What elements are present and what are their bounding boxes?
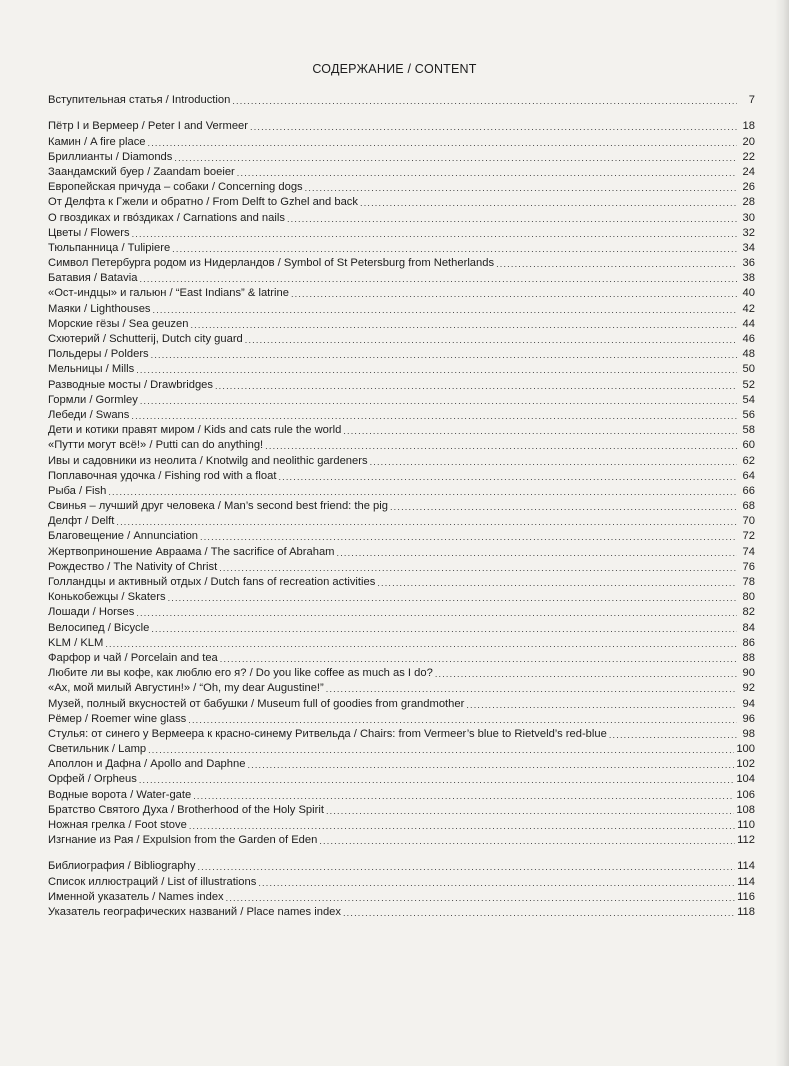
toc-entry-label: Гормли / Gormley — [48, 393, 138, 406]
toc-entry-row — [48, 285, 755, 300]
toc-page-number: 76 — [742, 560, 755, 573]
toc-entry-row — [48, 209, 755, 224]
toc-page-number: 56 — [742, 408, 755, 421]
dot-leader — [250, 122, 737, 133]
toc-entry-row — [48, 817, 755, 832]
dot-leader — [174, 153, 737, 164]
dot-leader — [136, 608, 737, 619]
toc-entry-row — [48, 726, 755, 741]
toc-entry-label: Свинья – лучший друг человека / Man’s second best friend: the pig — [48, 500, 388, 513]
table-of-contents — [48, 92, 755, 919]
dot-leader — [343, 426, 737, 437]
toc-entry-label: Благовещение / Annunciation — [48, 530, 199, 543]
dot-leader — [370, 457, 737, 468]
toc-entry-label: Фарфор и чай / Porcelain and tea — [48, 651, 218, 664]
dot-leader — [496, 259, 737, 270]
toc-entry-row — [48, 468, 755, 483]
toc-entry-label: Конькобежцы / Skaters — [48, 591, 166, 604]
dot-leader — [377, 578, 737, 589]
dot-leader — [189, 821, 735, 832]
toc-entry-row — [48, 858, 755, 873]
page-edge-shadow — [775, 0, 789, 1066]
toc-entry-row — [48, 619, 755, 634]
toc-entry-label: Стулья: от синего у Вермеера к красно-синему Ритвельда / Chairs: from Vermeer’s blue to Rietveld’s red-blue — [48, 727, 607, 740]
toc-page-number: 22 — [742, 150, 755, 163]
toc-page-number: 54 — [742, 393, 755, 406]
dot-leader — [190, 320, 737, 331]
dot-leader — [153, 305, 737, 316]
dot-leader — [219, 563, 737, 574]
toc-page-number: 108 — [736, 803, 755, 816]
toc-page-number: 112 — [737, 834, 755, 847]
dot-leader — [200, 532, 737, 543]
toc-entry-row — [48, 756, 755, 771]
dot-leader — [466, 700, 737, 711]
toc-page-number: 7 — [748, 94, 755, 107]
toc-page-number: 46 — [742, 333, 755, 345]
dot-leader — [226, 893, 736, 904]
toc-page-number: 62 — [742, 454, 755, 467]
toc-page-number: 86 — [742, 636, 755, 649]
toc-page-number: 88 — [742, 651, 755, 664]
toc-page-number: 60 — [742, 439, 755, 452]
toc-page-number: 74 — [742, 545, 755, 558]
dot-leader — [390, 502, 737, 513]
toc-entry-label: Дети и котики правят миром / Kids and cats rule the world — [48, 424, 342, 437]
toc-entry-label: Маяки / Lighthouses — [48, 302, 151, 315]
toc-page-number: 114 — [737, 875, 755, 888]
toc-entry-label: Рождество / The Nativity of Christ — [48, 560, 218, 573]
toc-entry-label: О гвоздиках и гво́здиках / Carnations and nails — [48, 211, 285, 224]
toc-entry-label: Морские гёзы / Sea geuzen — [48, 317, 189, 330]
toc-entry-row — [48, 452, 755, 467]
toc-entry-label: Ивы и садовники из неолита / Knotwilg and neolithic gardeners — [48, 454, 368, 467]
dot-leader — [148, 745, 734, 756]
toc-page-number: 70 — [742, 515, 755, 528]
toc-entry-label: Голландцы и активный отдых / Dutch fans of recreation activities — [48, 576, 376, 588]
dot-leader — [132, 229, 737, 240]
toc-entry-label: Жертвоприношение Авраама / The sacrifice of Abraham — [48, 545, 335, 558]
dot-leader — [108, 487, 737, 498]
dot-leader — [193, 791, 734, 802]
toc-entry-row — [48, 589, 755, 604]
toc-entry-label: Именной указатель / Names index — [48, 890, 224, 903]
dot-leader — [172, 244, 737, 255]
dot-leader — [609, 730, 737, 741]
toc-entry-label: Заандамский буер / Zaandam boeier — [48, 165, 235, 178]
dot-leader — [287, 214, 737, 225]
dot-leader — [305, 183, 737, 194]
toc-page-number: 100 — [736, 743, 755, 756]
toc-entry-label: Изгнание из Рая / Expulsion from the Garden of Eden — [48, 834, 318, 847]
toc-entry-row — [48, 316, 755, 331]
toc-page-number: 116 — [737, 890, 755, 903]
toc-page-number: 34 — [742, 241, 755, 254]
dot-leader — [247, 760, 734, 771]
toc-entry-row — [48, 133, 755, 148]
toc-entry-row — [48, 771, 755, 786]
dot-leader — [319, 836, 735, 847]
toc-page-number: 66 — [742, 484, 755, 497]
toc-page-number: 80 — [742, 591, 755, 604]
toc-entry-row — [48, 361, 755, 376]
toc-entry-label: «Ах, мой милый Августин!» / “Oh, my dear Augustine!” — [48, 682, 324, 695]
toc-entry-label: «Ост-индцы» и гальюн / “East Indians” & latrine — [48, 287, 289, 300]
toc-entry-label: Схютерий / Schutterij, Dutch city guard — [48, 333, 243, 345]
toc-entry-row — [48, 179, 755, 194]
toc-entry-label: Светильник / Lamp — [48, 743, 147, 756]
toc-page-number: 58 — [742, 424, 755, 437]
toc-page-number: 114 — [737, 860, 755, 873]
toc-entry-row — [48, 635, 755, 650]
dot-leader — [139, 274, 737, 285]
toc-page-number: 106 — [736, 788, 755, 801]
toc-entry-label: Список иллюстраций / List of illustrations — [48, 875, 257, 888]
toc-page-number: 42 — [742, 302, 755, 315]
toc-entry-row — [48, 407, 755, 422]
toc-page-number: 94 — [742, 697, 755, 710]
toc-page-number: 48 — [742, 348, 755, 361]
toc-entry-row — [48, 92, 755, 107]
toc-page-number: 32 — [742, 226, 755, 239]
toc-entry-label: Камин / A fire place — [48, 135, 146, 148]
toc-entry-label: «Путти могут всё!» / Putti can do anything! — [48, 439, 264, 452]
toc-page-number: 64 — [742, 469, 755, 482]
dot-leader — [139, 775, 734, 786]
dot-leader — [237, 168, 737, 179]
toc-page-number: 102 — [736, 758, 755, 771]
toc-entry-label: KLM / KLM — [48, 636, 104, 649]
toc-page-number: 104 — [736, 773, 755, 786]
dot-leader — [188, 715, 737, 726]
toc-entry-row — [48, 650, 755, 665]
toc-entry-row — [48, 422, 755, 437]
toc-entry-label: Бриллианты / Diamonds — [48, 150, 173, 163]
toc-entry-row — [48, 873, 755, 888]
toc-page-number: 84 — [742, 621, 755, 634]
dot-leader — [265, 441, 737, 452]
toc-entry-label: Музей, полный вкусностей от бабушки / Museum full of goodies from grandmother — [48, 697, 465, 710]
toc-entry-row — [48, 543, 755, 558]
toc-page-number: 72 — [742, 530, 755, 543]
toc-entry-row — [48, 604, 755, 619]
toc-page-number: 92 — [742, 682, 755, 695]
dot-leader — [343, 908, 735, 919]
dot-leader — [435, 669, 737, 680]
toc-page-number: 44 — [742, 317, 755, 330]
toc-entry-label: Вступительная статья / Introduction — [48, 94, 231, 107]
dot-leader — [151, 624, 737, 635]
dot-leader — [220, 654, 737, 665]
toc-entry-row — [48, 346, 755, 361]
toc-entry-label: Водные ворота / Water-gate — [48, 788, 192, 801]
dot-leader — [148, 138, 737, 149]
toc-page-number: 20 — [742, 135, 755, 148]
toc-entry-label: Лебеди / Swans — [48, 408, 130, 421]
dot-leader — [258, 878, 735, 889]
toc-entry-row — [48, 498, 755, 513]
dot-leader — [360, 198, 737, 209]
toc-entry-label: Польдеры / Polders — [48, 348, 149, 361]
toc-entry-row — [48, 680, 755, 695]
toc-entry-row — [48, 711, 755, 726]
dot-leader — [337, 548, 738, 559]
toc-entry-label: Любите ли вы кофе, как люблю его я? / Do you like coffee as much as I do? — [48, 667, 433, 680]
toc-entry-label: Лошади / Horses — [48, 606, 135, 619]
page-title: СОДЕРЖАНИЕ / CONTENT — [312, 62, 477, 76]
toc-entry-row — [48, 665, 755, 680]
toc-entry-row — [48, 300, 755, 315]
toc-page-number: 118 — [737, 905, 755, 918]
toc-page-number: 28 — [742, 196, 755, 209]
dot-leader — [197, 862, 735, 873]
toc-page-number: 68 — [742, 500, 755, 513]
toc-page-number: 40 — [742, 287, 755, 300]
toc-page-number: 38 — [742, 272, 755, 285]
toc-entry-row — [48, 528, 755, 543]
toc-page-number: 36 — [742, 257, 755, 270]
toc-entry-label: От Делфта к Гжели и обратно / From Delft to Gzhel and back — [48, 196, 358, 209]
toc-entry-label: Делфт / Delft — [48, 515, 115, 528]
dot-leader — [326, 806, 734, 817]
toc-entry-row — [48, 149, 755, 164]
toc-page-number: 18 — [742, 120, 755, 133]
toc-entry-row — [48, 225, 755, 240]
toc-entry-row — [48, 437, 755, 452]
toc-entry-row — [48, 741, 755, 756]
dot-leader — [136, 365, 737, 376]
toc-entry-row — [48, 695, 755, 710]
toc-page-number: 78 — [742, 576, 755, 588]
toc-page-number: 52 — [742, 378, 755, 391]
dot-leader — [151, 350, 737, 361]
dot-leader — [232, 96, 737, 107]
toc-page-number: 30 — [742, 211, 755, 224]
toc-entry-label: Поплавочная удочка / Fishing rod with a float — [48, 469, 277, 482]
toc-entry-row — [48, 889, 755, 904]
dot-leader — [168, 593, 737, 604]
toc-page-number: 90 — [742, 667, 755, 680]
toc-entry-row — [48, 118, 755, 133]
toc-entry-label: Символ Петербурга родом из Нидерландов / Symbol of St Petersburg from Netherlands — [48, 257, 495, 270]
toc-entry-label: Пётр I и Вермеер / Peter I and Vermeer — [48, 120, 248, 133]
toc-entry-label: Библиография / Bibliography — [48, 860, 196, 873]
toc-entry-label: Европейская причуда – собаки / Concerning dogs — [48, 181, 303, 194]
toc-entry-label: Аполлон и Дафна / Apollo and Daphne — [48, 758, 246, 771]
toc-entry-row — [48, 832, 755, 847]
dot-leader — [116, 517, 737, 528]
toc-page-number: 24 — [742, 165, 755, 178]
toc-entry-row — [48, 513, 755, 528]
toc-entry-row — [48, 904, 755, 919]
toc-entry-label: Указатель географических названий / Place names index — [48, 905, 341, 918]
dot-leader — [245, 335, 737, 346]
toc-entry-row — [48, 786, 755, 801]
toc-entry-label: Рыба / Fish — [48, 484, 107, 497]
toc-entry-row — [48, 574, 755, 589]
toc-entry-row — [48, 164, 755, 179]
toc-entry-label: Орфей / Orpheus — [48, 773, 137, 786]
toc-entry-row — [48, 483, 755, 498]
dot-leader — [278, 472, 737, 483]
toc-page-number: 98 — [742, 727, 755, 740]
toc-entry-label: Мельницы / Mills — [48, 363, 135, 376]
toc-entry-label: Разводные мосты / Drawbridges — [48, 378, 213, 391]
toc-entry-label: Велосипед / Bicycle — [48, 621, 150, 634]
dot-leader — [326, 684, 737, 695]
toc-entry-row — [48, 331, 755, 346]
toc-entry-label: Братство Святого Духа / Brotherhood of the Holy Spirit — [48, 803, 324, 816]
toc-entry-row — [48, 392, 755, 407]
dot-leader — [291, 289, 737, 300]
toc-entry-label: Батавия / Batavia — [48, 272, 138, 285]
dot-leader — [131, 411, 737, 422]
toc-page-number: 26 — [742, 181, 755, 194]
toc-entry-label: Цветы / Flowers — [48, 226, 130, 239]
toc-entry-label: Рёмер / Roemer wine glass — [48, 712, 187, 725]
toc-entry-row — [48, 559, 755, 574]
dot-leader — [105, 639, 737, 650]
toc-page-number: 96 — [742, 712, 755, 725]
toc-entry-label: Ножная грелка / Foot stove — [48, 819, 187, 831]
toc-page-number: 82 — [742, 606, 755, 619]
toc-entry-row — [48, 376, 755, 391]
toc-entry-row — [48, 270, 755, 285]
toc-entry-row — [48, 240, 755, 255]
dot-leader — [140, 396, 737, 407]
dot-leader — [215, 381, 737, 392]
toc-entry-row — [48, 255, 755, 270]
toc-page-number: 110 — [737, 819, 755, 831]
toc-entry-row — [48, 802, 755, 817]
toc-entry-label: Тюльпанница / Tulipiere — [48, 241, 171, 254]
toc-page-number: 50 — [742, 363, 755, 376]
toc-entry-row — [48, 194, 755, 209]
